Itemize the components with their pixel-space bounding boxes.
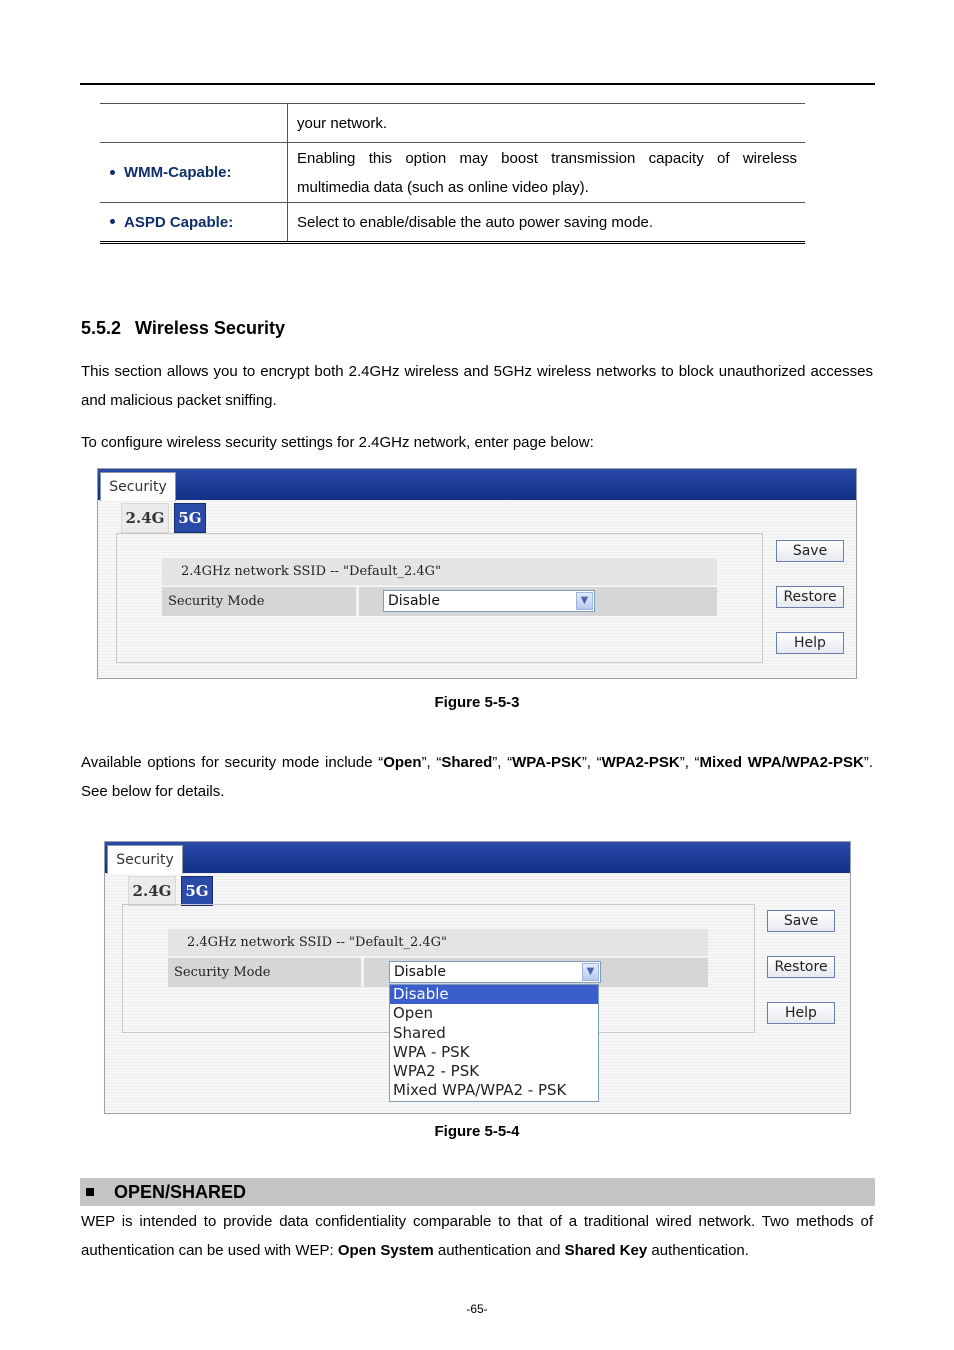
figure-caption: Figure 5-5-3 [434,694,520,711]
chevron-down-icon[interactable]: ▼ [582,963,599,981]
text: WEP is intended to provide data confidentiality comparable to that of a traditional wired network. Two methods of authentication can be used with WEP: [81,1213,873,1259]
header-rule [80,83,875,85]
table-row [100,143,805,203]
help-button[interactable]: Help [767,1002,835,1024]
figure-caption: Figure 5-5-4 [434,1123,520,1140]
parameter-table [100,103,805,244]
text: Available options for security mode include “ [81,754,384,771]
security-mode-cell [364,958,708,987]
open-shared-heading [80,1178,875,1206]
param-name-cell [100,203,288,243]
tab-band-24g[interactable]: 2.4G [128,876,176,906]
restore-button[interactable]: Restore [767,956,835,978]
help-button[interactable]: Help [776,632,844,654]
bullet-icon [110,219,115,224]
text: ”. See below for details. [81,754,873,800]
wep-paragraph [81,1207,873,1265]
security-mode-cell [359,587,717,616]
text: ”, “ [581,754,602,771]
settings-box [116,533,763,663]
dropdown-option-open[interactable]: Open [393,1004,434,1023]
table-row [100,203,805,243]
panel-header-bar [98,469,856,500]
chevron-down-icon[interactable]: ▼ [576,592,593,610]
option-wpa: WPA-PSK [512,754,582,771]
section-title: Wireless Security [135,318,285,338]
security-panel-dropdown [104,841,851,1114]
section-heading [81,318,285,339]
tab-security[interactable]: Security [107,845,183,874]
param-name: WMM-Capable: [124,164,232,181]
tab-band-5g[interactable]: 5G [181,876,213,906]
square-bullet-icon [86,1188,94,1196]
tab-security[interactable]: Security [100,472,176,501]
option-open: Open [383,754,422,771]
security-mode-value: Disable [394,964,446,980]
param-name: ASPD Capable: [124,213,234,231]
tab-band-5g[interactable]: 5G [174,503,206,533]
dropdown-option-disable[interactable]: Disable [390,985,598,1004]
restore-button[interactable]: Restore [776,586,844,608]
panel-header-bar [105,842,850,873]
dropdown-option-shared[interactable]: Shared [393,1023,446,1042]
open-shared-title: OPEN/SHARED [114,1182,247,1202]
dropdown-option-wpa-psk[interactable]: WPA - PSK [393,1042,470,1061]
param-desc: your network. [288,104,806,143]
param-name-cell [100,143,288,203]
configure-paragraph: To configure wireless security settings for 2.4GHz network, enter page below: [81,434,594,451]
bullet-icon [110,170,115,175]
options-paragraph [81,748,873,806]
save-button[interactable]: Save [776,540,844,562]
option-mixed: Mixed WPA/WPA2-PSK [699,754,864,771]
table-row [100,104,805,143]
term-open-system: Open System [337,1242,434,1259]
option-wpa2: WPA2-PSK [601,754,680,771]
text: authentication. [647,1242,749,1259]
ssid-row: 2.4GHz network SSID -- "Default_2.4G" [162,558,717,585]
save-button[interactable]: Save [767,910,835,932]
security-mode-value: Disable [388,593,440,609]
text: ”, “ [421,754,442,771]
param-name-cell [100,104,288,143]
param-desc: Enabling this option may boost transmission capacity of wireless multimedia data (such as online video play). [288,143,806,203]
dropdown-option-wpa2-psk[interactable]: WPA2 - PSK [393,1062,480,1081]
tab-band-24g[interactable]: 2.4G [121,503,169,533]
dropdown-option-mixed[interactable]: Mixed WPA/WPA2 - PSK [393,1081,567,1100]
text: ”, “ [679,754,700,771]
security-mode-label: Security Mode [162,587,356,616]
security-panel [97,468,857,679]
text: authentication and [433,1242,565,1259]
intro-paragraph: This section allows you to encrypt both 2.4GHz wireless and 5GHz wireless networks to block unauthorized accesses and malicious packet sniffing. [81,363,873,409]
page-number: -65- [466,1302,488,1316]
term-shared-key: Shared Key [564,1242,648,1259]
section-number: 5.5.2 [81,318,122,338]
security-mode-label: Security Mode [168,958,361,987]
option-shared: Shared [441,754,493,771]
ssid-row: 2.4GHz network SSID -- "Default_2.4G" [168,929,708,956]
param-desc: Select to enable/disable the auto power saving mode. [288,203,806,243]
security-mode-options [389,984,599,1102]
text: ”, “ [492,754,513,771]
security-mode-select[interactable] [383,590,595,612]
security-mode-select[interactable] [389,961,601,983]
